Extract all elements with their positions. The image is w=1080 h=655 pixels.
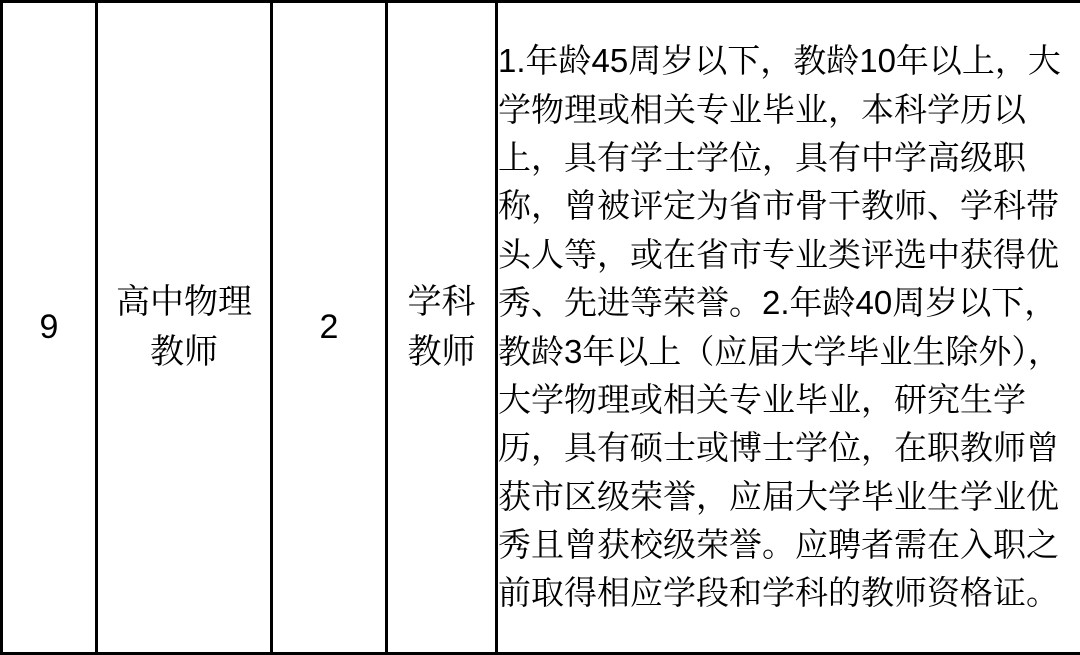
cell-requirements: [497, 2, 1080, 654]
post-name-line-1: 高中物理: [116, 283, 252, 322]
table-row: [2, 2, 1080, 654]
cell-count: 2: [272, 2, 387, 654]
category-line-1: 学科: [407, 283, 476, 322]
cell-category: [387, 2, 497, 654]
requirements-text: 1.年龄45周岁以下，教龄10年以上，大学物理或相关专业毕业，本科学历以上，具有学士学位，具有中学高级职称，曾被评定为省市骨干教师、学科带头人等，或在省市专业类评选中获得优秀、先进等荣誉。2.年龄40周岁以下，教龄3年以上（应届大学毕业生除外），大学物理或相关专业毕业，研究生学历，具有硕士或博士学位，在职教师曾获市区级荣誉，应届大学毕业生学业优秀且曾获校级荣誉。应聘者需在入职之前取得相应学段和学科的教师资格证。: [498, 42, 1061, 612]
post-name-line-2: 教师: [150, 332, 218, 371]
cell-index: 9: [2, 2, 97, 654]
cell-post-name: [97, 2, 272, 654]
category-line-2: 教师: [407, 332, 476, 371]
